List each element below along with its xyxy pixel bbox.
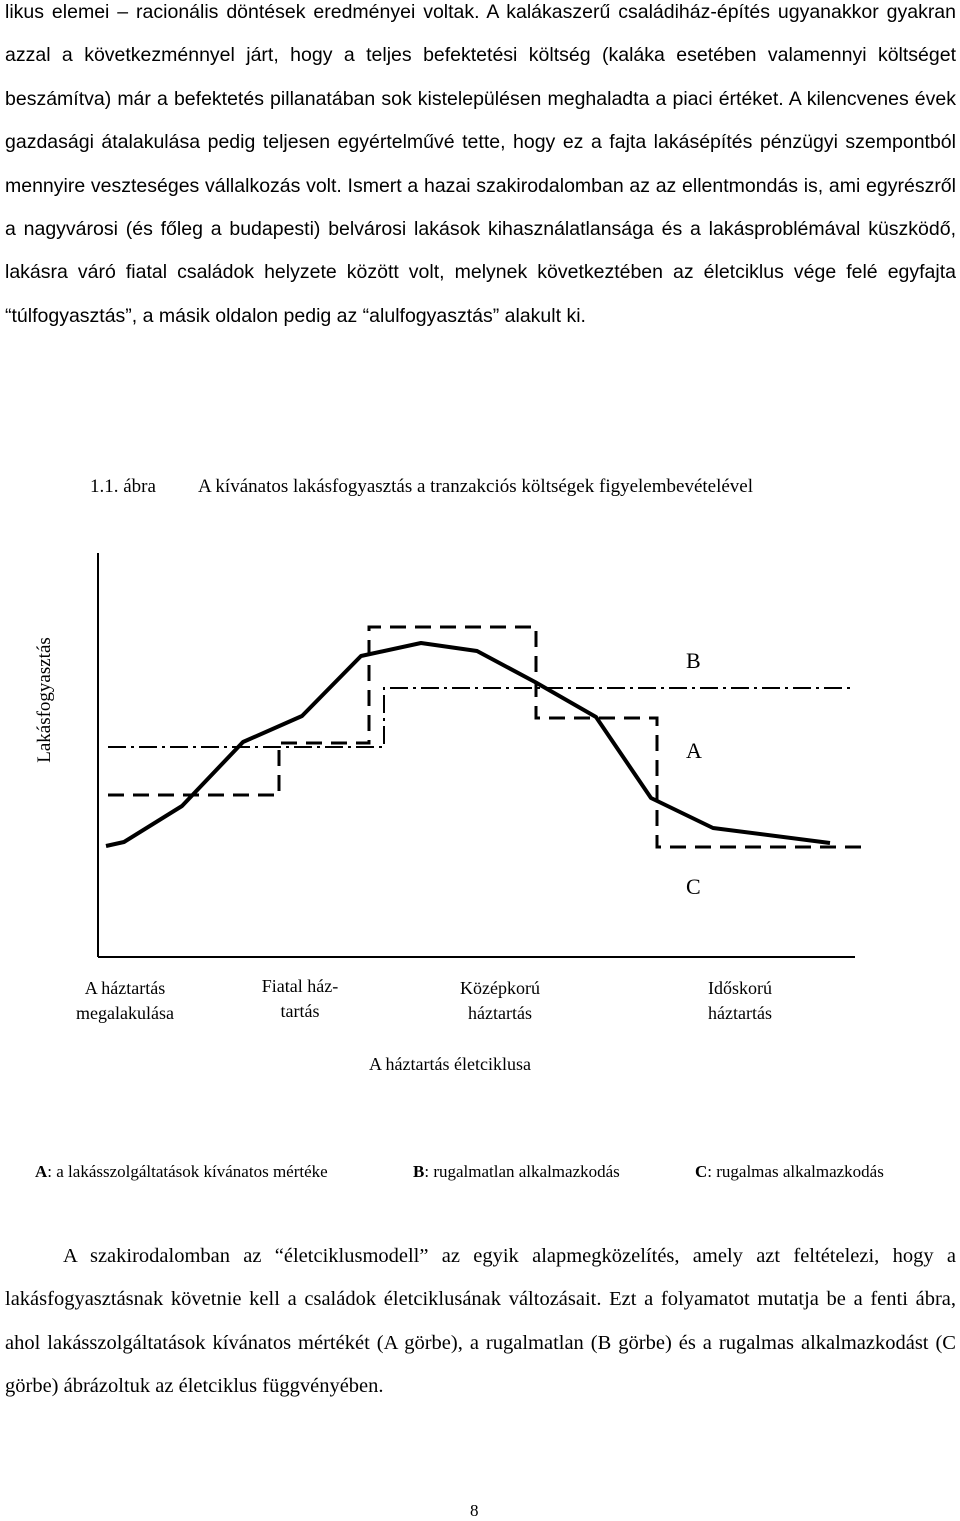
figure-number: 1.1. ábra bbox=[90, 476, 156, 497]
body-paragraph-2: A szakirodalomban az “életciklusmodell” az egyik alapmegközelítés, amely azt feltételezi, hogy a lakásfogyasztásnak követnie kell a családok életciklusának változásait. Ezt a folyamatot mutatja be a fenti ábra, ahol lakásszolgáltatások kívánatos mértékét (A görbe), a rugalmatlan (B görbe) és a rugalmas alkalmazkodást (C görbe) ábrázoltuk az életciklus függvényében. bbox=[5, 1245, 956, 1398]
x-axis-label: A háztartás életciklusa bbox=[369, 1054, 531, 1074]
legend-a: A: a lakásszolgáltatások kívánatos mértéke bbox=[35, 1162, 328, 1181]
stage-label-young: Fiatal ház- tartás bbox=[261, 976, 339, 1021]
legend-b: B: rugalmatlan alkalmazkodás bbox=[413, 1162, 620, 1181]
figure-title: A kívánatos lakásfogyasztás a tranzakciós költségek figyelembevételével bbox=[198, 476, 754, 497]
curve-label-c: C bbox=[686, 874, 701, 899]
stage-label-middle-aged: Középkorú háztartás bbox=[460, 978, 540, 1023]
stage-label-elderly: Időskorú háztartás bbox=[708, 978, 772, 1023]
curve-a-desired bbox=[106, 643, 830, 846]
stage-label-formation: A háztartás megalakulása bbox=[76, 978, 174, 1023]
legend-c: C: rugalmas alkalmazkodás bbox=[695, 1162, 884, 1181]
curve-b-inflexible bbox=[108, 688, 854, 747]
body-paragraph-1: likus elemei – racionális döntések eredményei voltak. A kalákaszerű családiház-építés ugyanakkor gyakran azzal a következménnyel járt, hogy a teljes befektetési költség (kaláka esetében valamennyi költséget beszámítva) már a befektetés pillanatában sok kistelepülésen meghaladta a piaci értéket. A kilencvenes évek gazdasági átalakulása pedig teljesen egyértelművé tette, hogy ez a fajta lakásépítés pénzügyi szempontból mennyire veszteséges vállalkozás volt. Ismert a hazai szakirodalomban az az ellentmondás is, ami egyrészről a nagyvárosi (és főleg a budapesti) belvárosi lakások kihasználatlansága és a lakásproblémával küszködő, lakásra váró fiatal családok helyzete között volt, melynek következtében az életciklus vége felé egyfajta “túlfogyasztás”, a másik oldalon pedig az “alulfogyasztás” alakult ki. bbox=[5, 1, 956, 327]
curve-c-flexible bbox=[108, 627, 870, 847]
curve-label-a: A bbox=[686, 738, 702, 763]
y-axis-label: Lakásfogyasztás bbox=[34, 637, 55, 763]
page-number: 8 bbox=[470, 1501, 479, 1520]
curve-label-b: B bbox=[686, 648, 701, 673]
